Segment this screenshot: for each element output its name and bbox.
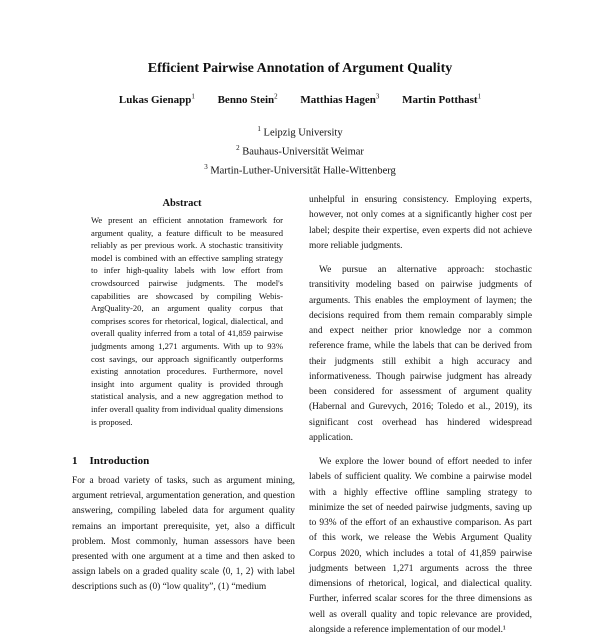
right-column <box>309 193 532 638</box>
affiliation: $^3$ Martin-Luther-Universität Halle-Wittenberg <box>204 163 396 177</box>
abstract-heading: Abstract <box>162 198 202 209</box>
paragraph: We explore the lower bound of effort needed to infer labels of sufficient quality. We combine a pairwise model with a highly effective offline sampling strategy to minimize the set of needed pairwise judgments, saving up to 93% of the effort of an exhaustive comparison. As part of this work, we release the Webis Argument Quality Corpus 2020, which includes a total of 41,859 pairwise judgments between 1,271 arguments across the three dimensions of rhetorical, logical, and dialectical quality. Further, inferred scalar scores for the three dimensions as well as overall quality and topic relevance are provided, alongside a reference implementation of our model.¹ <box>309 457 532 635</box>
author: Martin Potthast$^1$ <box>402 92 482 106</box>
affiliation: $^1$ Leipzig University <box>257 125 343 139</box>
author: Benno Stein$^2$ <box>217 92 278 106</box>
author: Lukas Gienapp$^1$ <box>118 92 195 106</box>
intro-paragraph: For a broad variety of tasks, such as argument mining, argument retrieval, argumentation generation, and question answering, compiling labeled data for argument quality remains an important prerequisite, yet, also a difficult problem. Most commonly, human assessors have been presented with one argument at a time and then asked to assign labels on a graded quality scale ⟨0, 1, 2⟩ with label descriptions such as (0) “low quality”, (1) “medium <box>72 476 295 593</box>
section-title: Introduction <box>89 455 150 467</box>
abstract-body <box>91 214 283 428</box>
section-number: 1 <box>72 455 78 467</box>
author: Matthias Hagen$^3$ <box>300 92 380 106</box>
author-list <box>0 92 600 106</box>
paragraph: unhelpful in ensuring consistency. Employing experts, however, not only comes at a significantly higher cost per label; despite their expertise, even experts did not achieve more reliable judgments. <box>309 195 532 251</box>
affiliation-list <box>0 122 600 179</box>
abstract-text: We present an efficient annotation framework for argument quality, a feature difficult to be measured reliably as per previous work. A stochastic transitivity model is combined with an effective sampling strategy to infer high-quality labels with low effort from crowdsourced pairwise judgments. The model's capabilities are showcased by compiling Webis-ArgQuality-20, an argument quality corpus that comprises scores for rhetorical, logical, dialectical, and overall quality inferred from a total of 41,859 pairwise judgments among 1,271 arguments. With up to 93% cost savings, our approach significantly outperforms existing annotation procedures. Furthermore, novel insight into argument quality is provided through statistical analysis, and a new aggregation method to infer overall quality from individual quality dimensions is proposed. <box>91 215 283 427</box>
section-heading <box>72 455 149 467</box>
affiliation: $^2$ Bauhaus-Universität Weimar <box>236 144 364 158</box>
paper-title: Efficient Pairwise Annotation of Argument Quality <box>147 61 453 76</box>
left-column <box>72 474 295 596</box>
paragraph: We pursue an alternative approach: stochastic transitivity modeling based on pairwise judgments of arguments. This enables the employment of laymen; the decisions required from them remain comparably simple and expect neither prior knowledge nor a common reference frame, while the labels that can be derived from their judgments still exhibit a high accuracy and informativeness. Though pairwise judgment has already been considered for assessment of argument quality (Habernal and Gurevych, 2016; Toledo et al., 2019), its significant cost overhead has hindered widespread application. <box>309 265 532 443</box>
